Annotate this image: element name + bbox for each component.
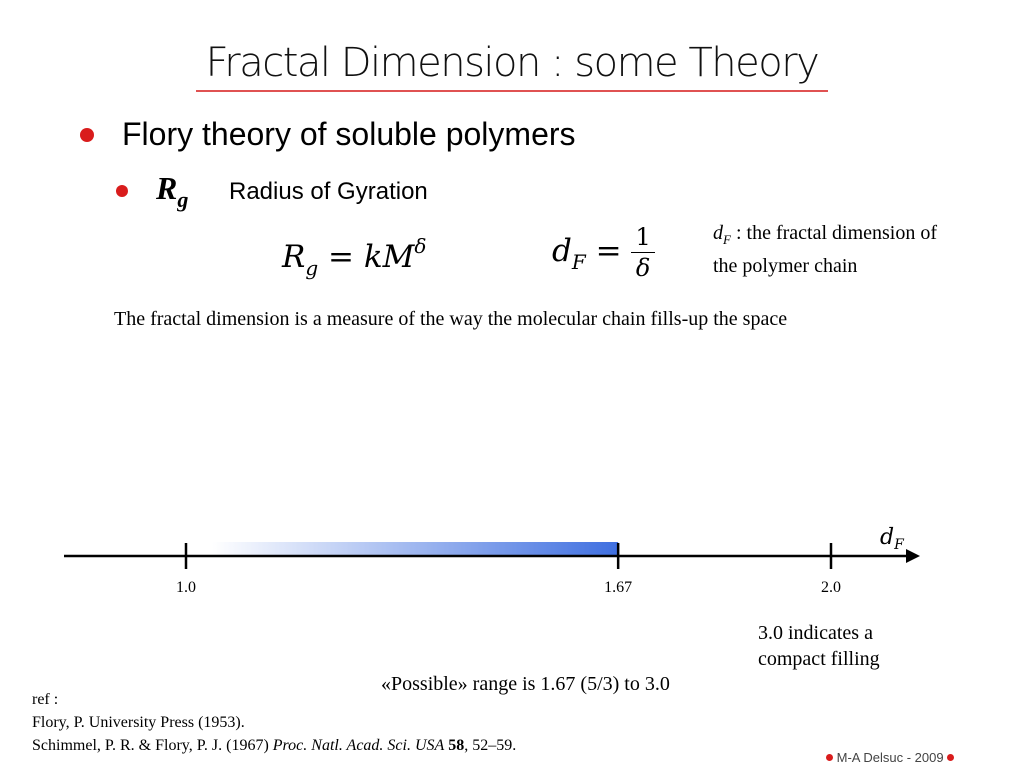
sub-bullet-dot-icon — [116, 185, 128, 197]
axis-tick-label-2: 2.0 — [821, 579, 841, 596]
ref-schimmel-1967: Schimmel, P. R. & Flory, P. J. (1967) Proc. Natl. Acad. Sci. USA 58, 52–59. — [32, 737, 517, 754]
ref-flory-1953: Flory, P. University Press (1953). — [32, 714, 245, 731]
equation-fractal-dimension: $d_F$ = $\frac{1}{\delta}$ — [552, 222, 655, 283]
axis-arrow-icon — [906, 549, 920, 563]
references — [32, 688, 516, 757]
possible-range-text: «Possible» range is 1.67 (5/3) to 3.0 — [381, 673, 670, 695]
range-highlight — [212, 542, 618, 556]
footer-dot-icon — [947, 754, 954, 761]
radius-of-gyration-label: Radius of Gyration — [229, 178, 428, 205]
bullet-flory-theory: Flory theory of soluble polymers — [122, 116, 576, 152]
ref-heading: ref : — [32, 691, 59, 708]
compact-filling-note: 3.0 indicates a compact filling — [758, 622, 880, 670]
fractal-dimension-axis — [0, 520, 1024, 610]
rg-symbol: $R_g$ — [156, 170, 189, 212]
axis-tick-label-1: 1.67 — [604, 579, 633, 596]
footer-dot-icon — [826, 754, 833, 761]
footer-credit: M-A Delsuc - 2009 — [826, 750, 954, 765]
axis-tick-label-0: 1.0 — [176, 579, 196, 596]
fractal-statement: The fractal dimension is a measure of the way the molecular chain fills-up the space — [114, 308, 788, 330]
bullet-dot-icon — [80, 128, 94, 142]
page-title: Fractal Dimension : some Theory — [205, 40, 819, 86]
equation-radius-gyration: $R_g = kM^\delta$ — [282, 234, 427, 280]
axis-label: $d_F$ — [880, 525, 904, 553]
title-underline — [196, 90, 828, 92]
df-definition: $d_F$ : the fractal dimension of the polymer chain — [713, 222, 937, 277]
